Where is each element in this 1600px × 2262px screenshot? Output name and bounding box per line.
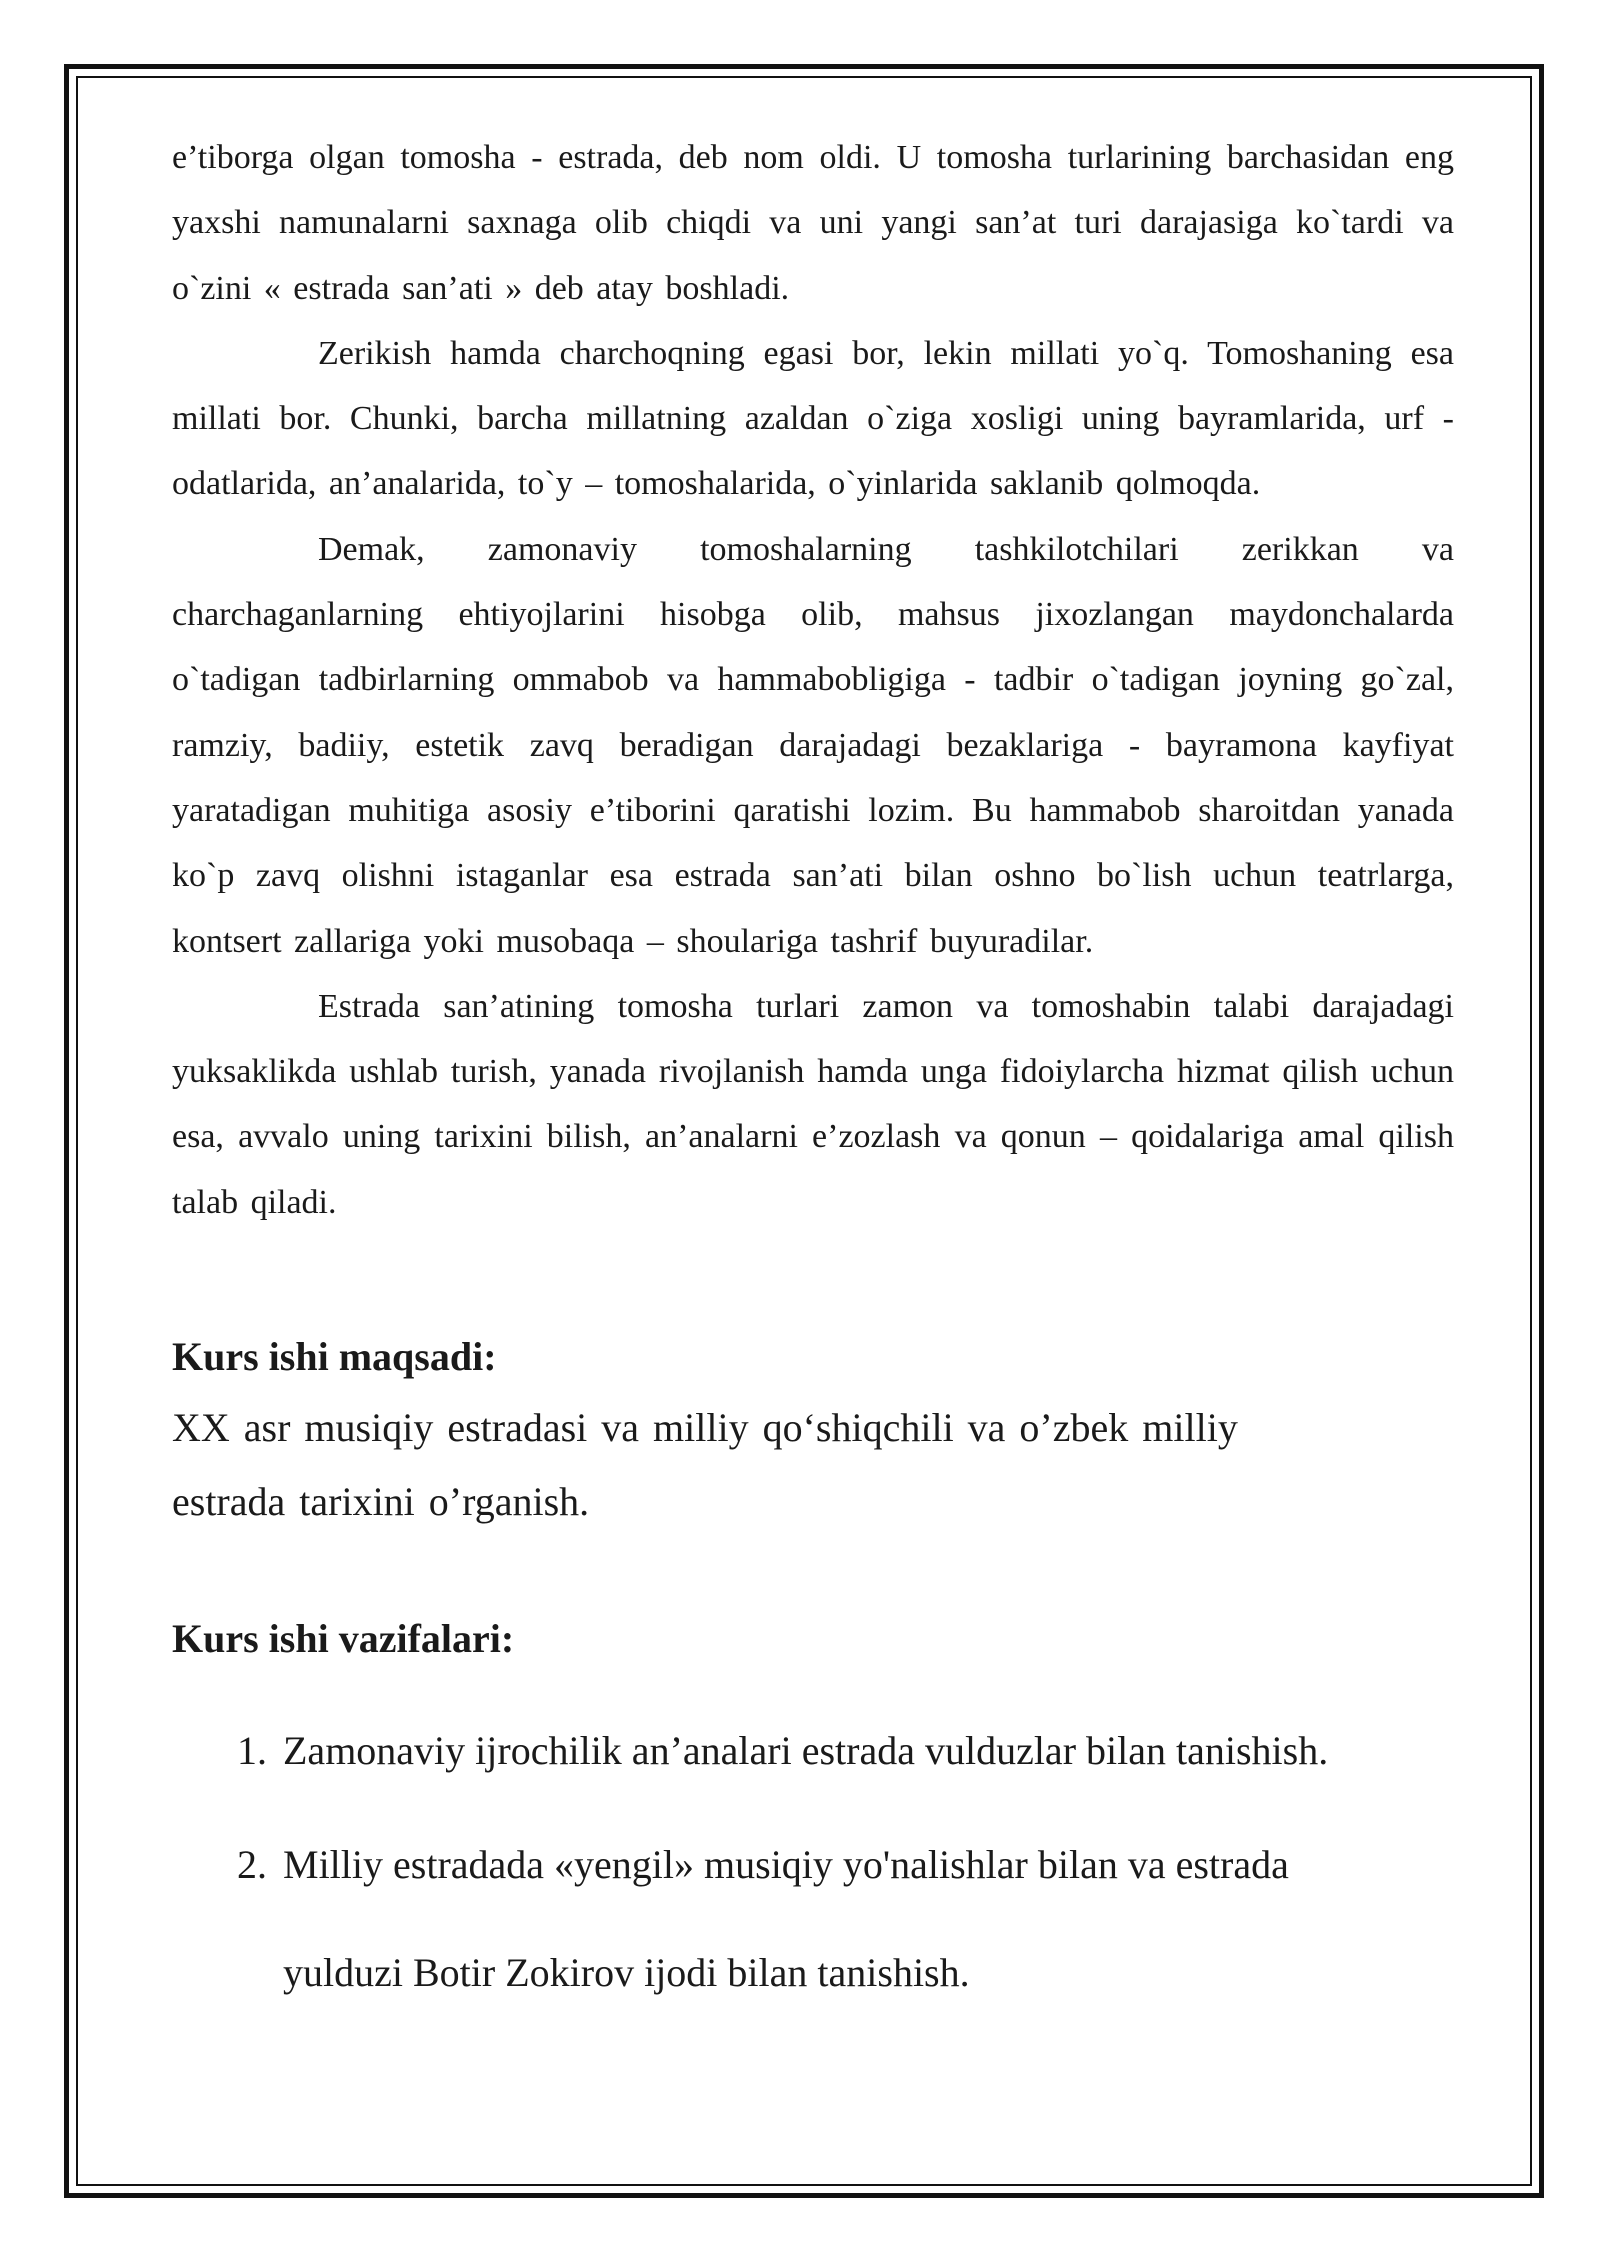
task-line: Milliy estradada «yengil» musiqiy yo'nalishlar bilan va estrada [283, 1842, 1289, 1888]
task-text [283, 1811, 1454, 2027]
task-number: 2. [237, 1842, 267, 1888]
task-item-2 [172, 1811, 1454, 2027]
spacer [172, 1539, 1454, 1609]
paragraph-3: Demak, zamonaviy tomoshalarning tashkilotchilari zerikkan va charchaganlarning ehtiyojlarini hisobga olib, mahsus jixozlangan maydonchalarda o`tadigan tadbirlarning ommabob va hammabobligiga - tadbir o`tadigan joyning go`zal, ramziy, badiiy, estetik zavq beradigan darajadagi bezaklariga - bayramona kayfiyat yaratadigan muhitiga asosiy e’tiborini qaratishi lozim. Bu hammabob sharoitdan yanada ko`p zavq olishni istaganlar esa estrada san’ati bilan oshno bo`lish uchun teatrlarga, kontsert zallariga yoki musobaqa – shoulariga tashrif buyuradilar. [172, 530, 1454, 960]
paragraph-2: Zerikish hamda charchoqning egasi bor, lekin millati yo`q. Tomoshaning esa millati bor. Chunki, barcha millatning azaldan o`ziga xosligi uning bayramlarida, urf - odatlarida, an’analarida, to`y – tomoshalarida, o`yinlarida saklanib qolmoqda. [172, 334, 1454, 503]
goal-line-2: estrada tarixini o’rganish. [172, 1479, 590, 1525]
task-line: yulduzi Botir Zokirov ijodi bilan tanishish. [283, 1950, 970, 1996]
goal-line-1: XX asr musiqiy estradasi va milliy qo‘shiqchili va o’zbek milliy [172, 1405, 1238, 1451]
document-content [172, 125, 1454, 2027]
tasks-heading: Kurs ishi vazifalari: [172, 1616, 515, 1662]
goal-heading: Kurs ishi maqsadi: [172, 1334, 497, 1380]
tasks-list [172, 1697, 1454, 2027]
spacer [172, 1235, 1454, 1327]
paragraph-1: e’tiborga olgan tomosha - estrada, deb nom oldi. U tomosha turlarining barchasidan eng yaxshi namunalarni saxnaga olib chiqdi va uni yangi san’at turi darajasiga ko`tardi va o`zini « estrada san’ati » deb atay boshladi. [172, 139, 1454, 307]
task-number: 1. [237, 1728, 267, 1774]
task-text [283, 1697, 1454, 1805]
paragraph-4: Estrada san’atining tomosha turlari zamon va tomoshabin talabi darajadagi yuksaklikda ushlab turish, yanada rivojlanish hamda unga fidoiylarcha hizmat qilish uchun esa, avvalo uning tarixini bilish, an’analarni e’zozlash va qonun – qoidalariga amal qilish talab qiladi. [172, 987, 1454, 1221]
task-line: Zamonaviy ijrochilik an’analari estrada vulduzlar bilan tanishish. [283, 1728, 1329, 1774]
task-item-1 [172, 1697, 1454, 1805]
